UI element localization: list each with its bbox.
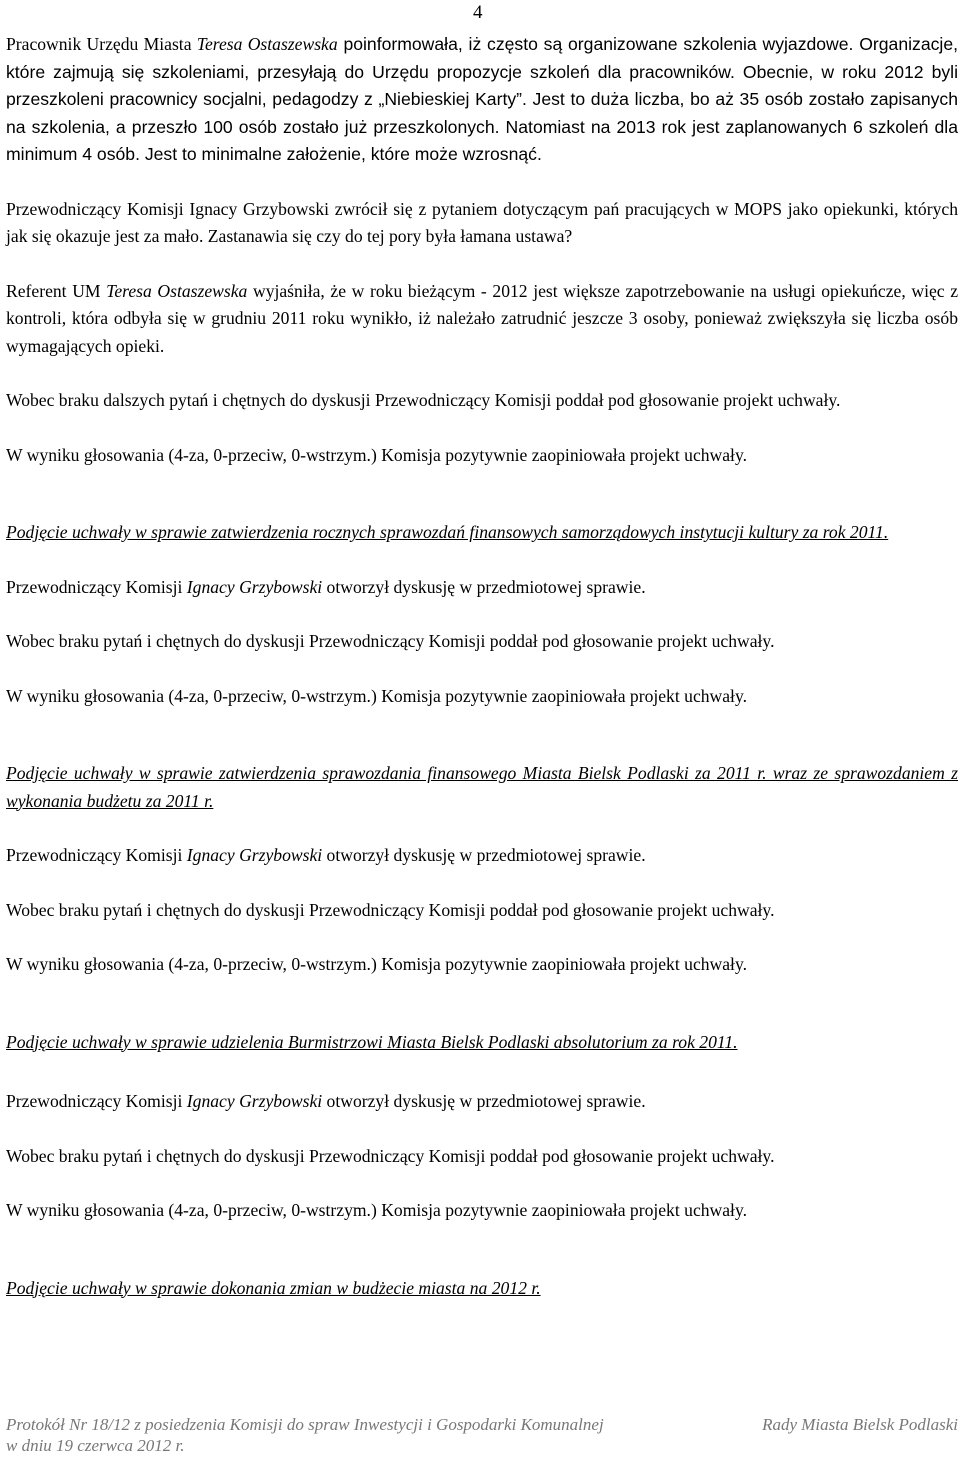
document-body: [6, 31, 958, 1302]
paragraph-text: Wobec braku pytań i chętnych do dyskusji: [6, 631, 309, 651]
page-number: 4: [473, 2, 483, 23]
paragraph-referent-answer: [6, 278, 958, 361]
paragraph-text: poddał pod głosowanie projekt uchwały.: [551, 390, 841, 410]
paragraph-text: poddał pod głosowanie projekt uchwały.: [485, 899, 775, 920]
speaker-role: Przewodniczący Komisji: [6, 845, 183, 865]
footer-date: w dniu 19 czerwca 2012 r.: [6, 1436, 185, 1455]
paragraph-text: poinformowała, iż często są organizowane szkolenia wyjazdowe. Organizacje, które zajmują się szkoleniami, przesyłają do Urzędu propozycje szkoleń dla pracowników. Obecnie, w roku 2012 byli przeszkoleni pracownicy socjalni, pedagodzy z „Niebieskiej Karty”. Jest to duża liczba, bo aż 35 osób zostało zapisanych na szkolenia, a przeszło 100 osób zostało już przeszkolonych. Natomiast na 2013 rok jest zaplanowanych 6 szkoleń dla minimum 4 osób. Jest to minimalne założenie, które może wzrosnąć.: [6, 34, 958, 164]
paragraph-text: Wobec braku pytań i chętnych do dyskusji: [6, 899, 309, 920]
speaker-role: Przewodniczący Komisji: [374, 390, 552, 410]
paragraph-text: poddał pod głosowanie projekt uchwały.: [485, 1145, 775, 1166]
speaker-role: Pracownik Urzędu Miasta: [6, 34, 192, 54]
speaker-name: Ignacy Grzybowski: [186, 845, 323, 865]
paragraph-text: zwrócił się z pytaniem dotyczącym pań pracujących w MOPS jako opiekunki, których jak się okazuje jest za mało. Zastanawia się czy do tej pory była łamana ustawa?: [6, 198, 958, 246]
speaker-name: Ignacy Grzybowski: [186, 576, 323, 597]
paragraph-training-info: [6, 31, 958, 169]
paragraph-vote-call: [6, 387, 958, 415]
speaker-role: Przewodniczący Komisji Ignacy Grzybowski: [6, 198, 329, 219]
paragraph-vote-call: [6, 897, 958, 925]
paragraph-chair-question: [6, 196, 958, 251]
speaker-name: Teresa Ostaszewska: [196, 34, 338, 54]
footer-protocol: Protokół Nr 18/12 z posiedzenia Komisji do spraw Inwestycji i Gospodarki Komunalnej: [6, 1415, 604, 1434]
speaker-role: Przewodniczący Komisji: [309, 1145, 486, 1166]
chair-opens-discussion: [6, 842, 958, 870]
vote-result: W wyniku głosowania (4-za, 0-przeciw, 0-wstrzym.) Komisja pozytywnie zaopiniowała projekt uchwały.: [6, 954, 747, 974]
section-heading: Podjęcie uchwały w sprawie udzielenia Burmistrzowi Miasta Bielsk Podlaski absolutorium za rok 2011.: [6, 1031, 738, 1052]
speaker-role: Referent UM: [6, 280, 101, 301]
paragraph-vote-call: [6, 1143, 958, 1171]
speaker-role: Przewodniczący Komisji: [309, 631, 486, 651]
paragraph-text: otworzył dyskusję w przedmiotowej sprawie.: [322, 576, 646, 597]
footer-council: Rady Miasta Bielsk Podlaski: [762, 1415, 958, 1434]
paragraph-text: otworzył dyskusję w przedmiotowej sprawie.: [322, 1091, 646, 1111]
section-heading: Podjęcie uchwały w sprawie dokonania zmian w budżecie miasta na 2012 r.: [6, 1277, 541, 1298]
chair-opens-discussion: [6, 574, 958, 602]
vote-result: W wyniku głosowania (4-za, 0-przeciw, 0-wstrzym.) Komisja pozytywnie zaopiniowała projekt uchwały.: [6, 444, 747, 465]
paragraph-text: otworzył dyskusję w przedmiotowej sprawie.: [322, 845, 646, 865]
speaker-name: Ignacy Grzybowski: [186, 1091, 323, 1111]
chair-opens-discussion: [6, 1088, 958, 1116]
page-footer: [6, 1414, 958, 1456]
paragraph-text: wyjaśniła, że w roku bieżącym - 2012 jest większe zapotrzebowanie na usługi opiekuńcze, więc z kontroli, która odbyła się w grudniu 2011 roku wynikło, iż należało zatrudnić jeszcze 3 osoby, ponieważ zwiększyła się liczba osób wymagających opieki.: [6, 280, 959, 356]
paragraph-text: Wobec braku pytań i chętnych do dyskusji: [6, 1145, 309, 1166]
section-heading: Podjęcie uchwały w sprawie zatwierdzenia rocznych sprawozdań finansowych samorządowych instytucji kultury za rok 2011.: [6, 522, 889, 542]
vote-result: W wyniku głosowania (4-za, 0-przeciw, 0-wstrzym.) Komisja pozytywnie zaopiniowała projekt uchwały.: [6, 685, 747, 706]
speaker-role: Przewodniczący Komisji: [309, 899, 486, 920]
paragraph-vote-call: [6, 628, 958, 656]
speaker-name: Teresa Ostaszewska: [106, 280, 248, 301]
speaker-role: Przewodniczący Komisji: [6, 576, 183, 597]
paragraph-text: Wobec braku dalszych pytań i chętnych do dyskusji: [6, 390, 375, 410]
paragraph-text: poddał pod głosowanie projekt uchwały.: [485, 631, 775, 651]
vote-result: W wyniku głosowania (4-za, 0-przeciw, 0-wstrzym.) Komisja pozytywnie zaopiniowała projekt uchwały.: [6, 1200, 747, 1220]
section-heading: Podjęcie uchwały w sprawie zatwierdzenia sprawozdania finansowego Miasta Bielsk Podlaski za 2011 r. wraz ze sprawozdaniem z wykonania budżetu za 2011 r.: [6, 763, 958, 811]
speaker-role: Przewodniczący Komisji: [6, 1091, 183, 1111]
